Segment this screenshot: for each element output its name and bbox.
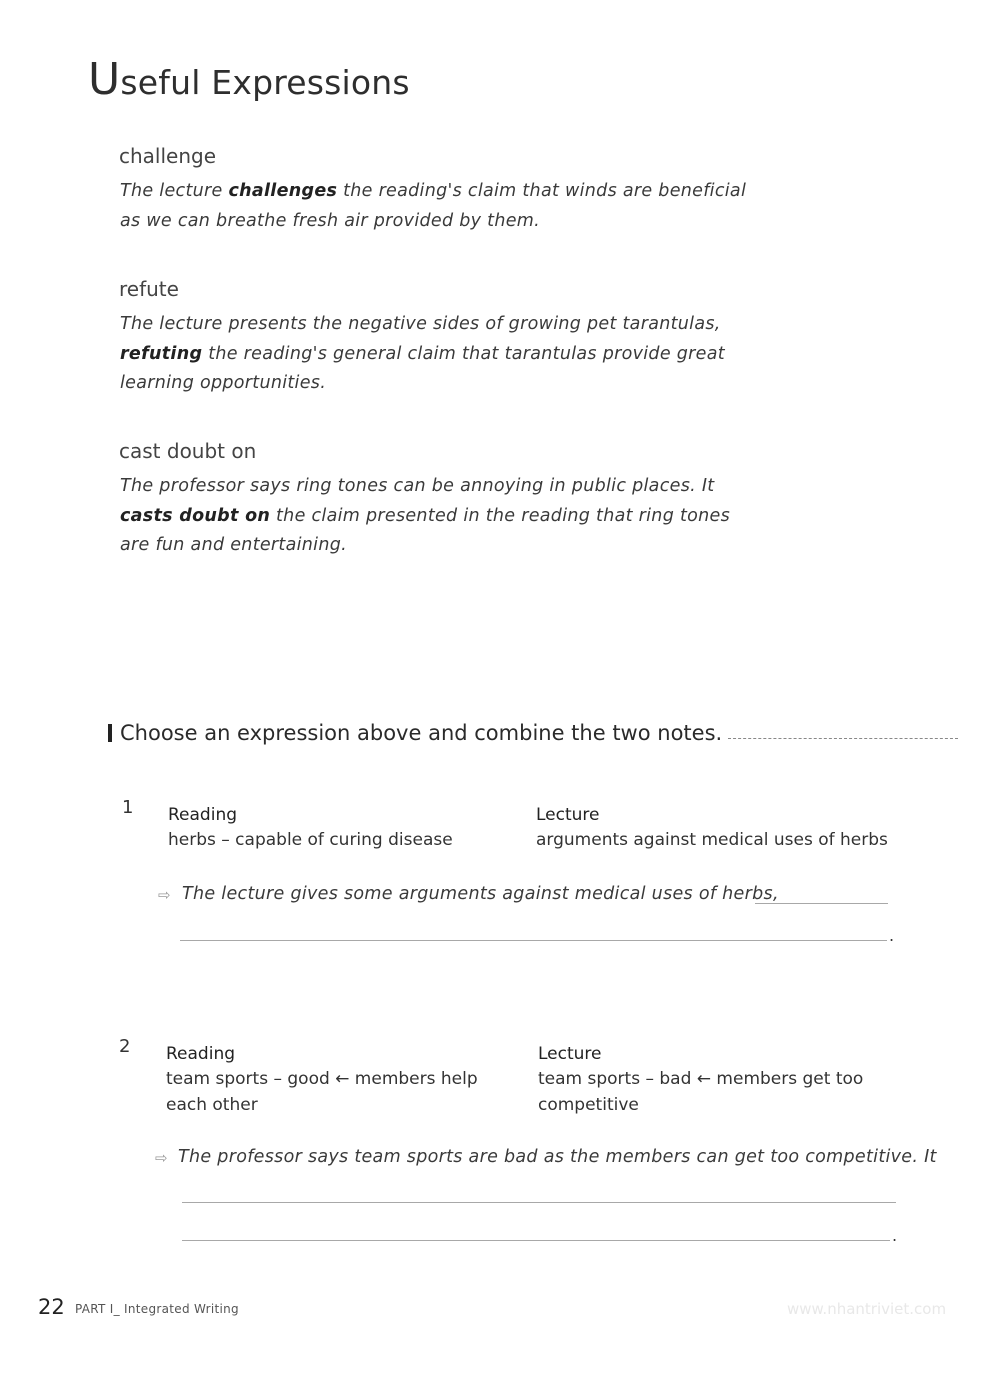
- section-instruction: [108, 718, 958, 748]
- expression-term-cast-doubt-on: cast doubt on: [119, 439, 257, 463]
- answer-line[interactable]: [180, 940, 887, 941]
- answer-line[interactable]: [182, 1240, 890, 1241]
- lecture-note: arguments against medical uses of herbs: [536, 830, 888, 850]
- expression-example-cast-doubt-on: The professor says ring tones can be annoying in public places. It casts doubt on the claim presented in the reading that ring tones are fun and entertaining.: [120, 476, 731, 555]
- end-mark: .: [889, 926, 895, 945]
- lecture-label: Lecture: [536, 805, 600, 825]
- title-first-letter: U: [88, 54, 121, 105]
- watermark: www.nhantriviet.com: [787, 1300, 947, 1318]
- arrow-right-icon: ⇨: [155, 1149, 168, 1167]
- answer-prompt: The professor says team sports are bad as the members can get too competitive. It: [178, 1147, 937, 1167]
- reading-note: herbs – capable of curing disease: [168, 830, 453, 850]
- lecture-note: team sports – bad ← members get too competitive: [538, 1069, 864, 1115]
- answer-line[interactable]: [182, 1202, 896, 1203]
- exercise-number: 1: [122, 797, 134, 818]
- expression-term-refute: refute: [119, 277, 179, 301]
- expression-highlight: challenges: [228, 181, 338, 201]
- exercise-number: 2: [119, 1036, 131, 1057]
- reading-label: Reading: [166, 1044, 236, 1064]
- footer-label: PART I_ Integrated Writing: [75, 1302, 239, 1316]
- title-rest: seful Expressions: [120, 63, 410, 102]
- answer-blank[interactable]: [755, 903, 888, 904]
- expression-example-refute: The lecture presents the negative sides of growing pet tarantulas, refuting the reading's general claim that tarantulas provide great learning opportunities.: [120, 314, 725, 393]
- answer-prompt: The lecture gives some arguments against medical uses of herbs,: [182, 884, 779, 904]
- page-title: [88, 54, 410, 105]
- section-marker: [108, 724, 112, 742]
- page-number: 22: [38, 1295, 65, 1319]
- expression-highlight: casts doubt on: [120, 505, 271, 526]
- expression-highlight: refuting: [120, 343, 203, 364]
- expression-term-challenge: challenge: [119, 144, 217, 168]
- instruction-text: Choose an expression above and combine the two notes.: [120, 721, 723, 745]
- lecture-label: Lecture: [538, 1044, 602, 1064]
- reading-label: Reading: [168, 805, 238, 825]
- expression-example-challenge: The lecture challenges the reading's claim that winds are beneficial as we can breathe fresh air provided by them.: [120, 181, 747, 231]
- reading-note: team sports – good ← members help each other: [166, 1069, 478, 1115]
- end-mark: .: [892, 1226, 898, 1245]
- dashed-rule: [728, 738, 958, 739]
- arrow-right-icon: ⇨: [158, 886, 171, 904]
